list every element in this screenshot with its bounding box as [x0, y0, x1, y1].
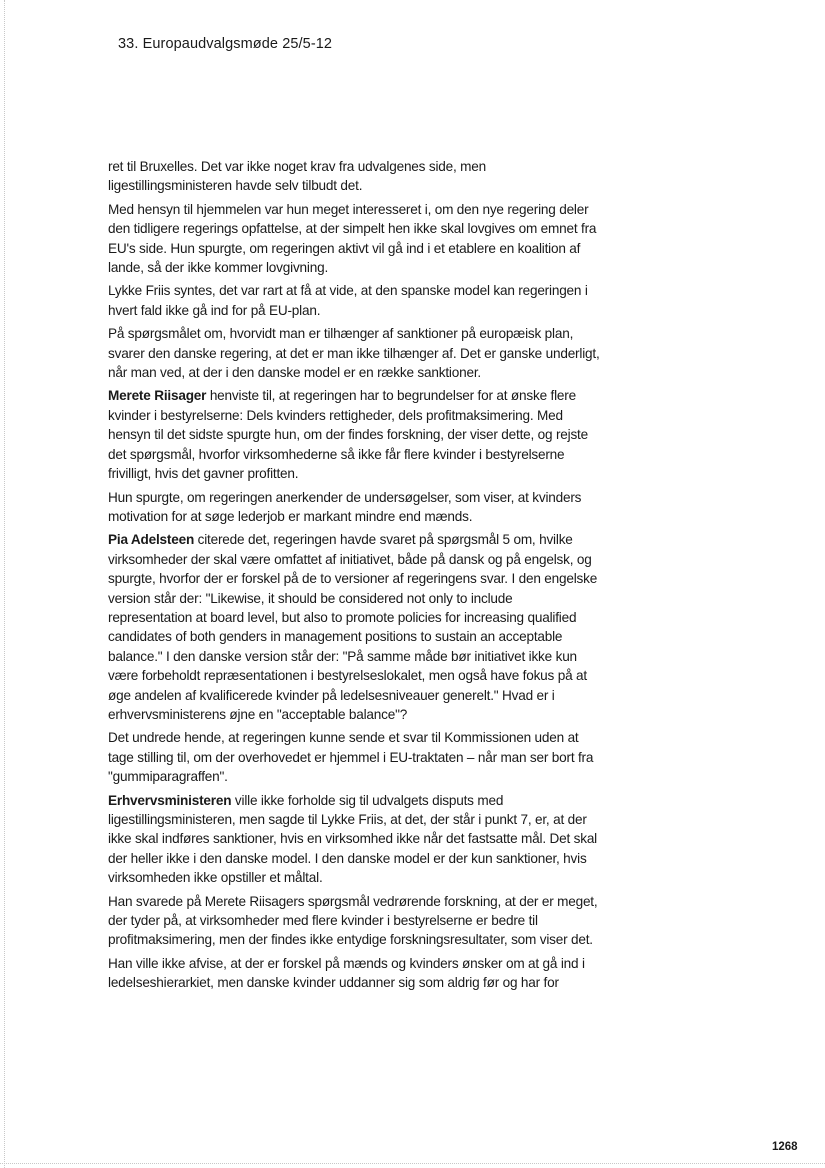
paragraph-text: Lykke Friis syntes, det var rart at få at vide, at den spanske model kan regeringen i hvert fald ikke gå ind for på EU-plan.: [108, 283, 588, 318]
paragraph-7: [108, 530, 600, 724]
page-number: 1268: [772, 1141, 798, 1153]
paragraph-text: Det undrede hende, at regeringen kunne sende et svar til Kommissionen uden at tage stilling til, om der overhovedet er hjemmel i EU-traktaten – når man ser bort fra "gummiparagraffen".: [108, 730, 594, 785]
speaker-name: Pia Adelsteen: [108, 532, 195, 548]
paragraph-text: Han svarede på Merete Riisagers spørgsmål vedrørende forskning, at der er meget, der tyder på, at virksomheder med flere kvinder i bestyrelserne er bedre til profitmaksimering, men der findes ikke entydige forskningsresultater, som viser det.: [108, 893, 598, 948]
paragraph-text: Hun spurgte, om regeringen anerkender de undersøgelser, som viser, at kvinders motivation for at søge lederjob er markant mindre end mænds.: [108, 489, 582, 524]
paragraph-text: henviste til, at regeringen har to begrundelser for at ønske flere kvinder i bestyrelserne: Dels kvinders rettigheder, dels profitmaksimering. Med hensyn til det sidste spurgte hun, om der findes forskning, der viser dette, og rejste det spørgsmål, hvorfor virksomhederne så ikke får flere kvinder i bestyrelserne frivilligt, hvis det gavner profitten.: [108, 388, 588, 482]
paragraph-text: citerede det, regeringen havde svaret på spørgsmål 5 om, hvilke virksomheder der skal være omfattet af initiativet, både på dansk og på engelsk, og spurgte, hvorfor der er forskel på de to versioner af regeringens svar. I den engelske version står der: "Likewise, it should be considered not only to include representation at board level, but also to promote policies for increasing qualified candidates of both genders in management positions to sustain an acceptable balance." I den danske version står der: "På samme måde bør initiativet ikke kun være forbeholdt repræsentationen i bestyrelseslokalet, men også have fokus på at øge andelen af kvalificerede kvinder på ledelsesniveauer generelt." Hvad er i erhvervsministerens øjne en "acceptable balance"?: [108, 532, 598, 722]
paragraph-2: [108, 200, 600, 278]
paragraph-text: Med hensyn til hjemmelen var hun meget interesseret i, om den nye regering deler den tidligere regerings opfattelse, at der simpelt hen ikke skal lovgives om emnet fra EU's side. Hun spurgte, om regeringen aktivt vil gå ind i et etablere en koalition af lande, så der ikke kommer lovgivning.: [108, 201, 597, 276]
paragraph-3: [108, 281, 600, 320]
page-bottom-edge: [0, 1163, 825, 1164]
paragraph-text: ville ikke forholde sig til udvalgets disputs med ligestillingsministeren, men sagde til Lykke Friis, at det, der står i punkt 7, er, at der ikke skal indføres sanktioner, hvis en virksomhed ikke når det fastsatte mål. Det skal der heller ikke i den danske model. I den danske model er der kun sanktioner, hvis virksomheden ikke opstiller et måltal.: [108, 792, 598, 886]
page-body: [108, 157, 600, 997]
paragraph-4: [108, 324, 600, 382]
paragraph-text: På spørgsmålet om, hvorvidt man er tilhænger af sanktioner på europæisk plan, svarer den danske regering, at det er man ikke tilhænger af. Det er ganske underligt, når man ved, at der i den danske model er en række sanktioner.: [108, 326, 600, 381]
paragraph-8: [108, 728, 600, 786]
paragraph-1: [108, 157, 600, 196]
page-left-edge: [4, 0, 5, 1168]
paragraph-9: [108, 791, 600, 888]
paragraph-5: [108, 386, 600, 483]
paragraph-6: [108, 488, 600, 527]
page-header: 33. Europaudvalgsmøde 25/5-12: [118, 36, 333, 52]
paragraph-11: [108, 954, 600, 993]
paragraph-10: [108, 892, 600, 950]
paragraph-text: Han ville ikke afvise, at der er forskel på mænds og kvinders ønsker om at gå ind i ledelseshierarkiet, men danske kvinder uddanner sig som aldrig før og har for: [108, 955, 585, 991]
speaker-name: Merete Riisager: [108, 388, 207, 404]
paragraph-text: ret til Bruxelles. Det var ikke noget krav fra udvalgenes side, men ligestillingsministeren havde selv tilbudt det.: [108, 159, 486, 194]
speaker-name: Erhvervsministeren: [108, 792, 232, 808]
